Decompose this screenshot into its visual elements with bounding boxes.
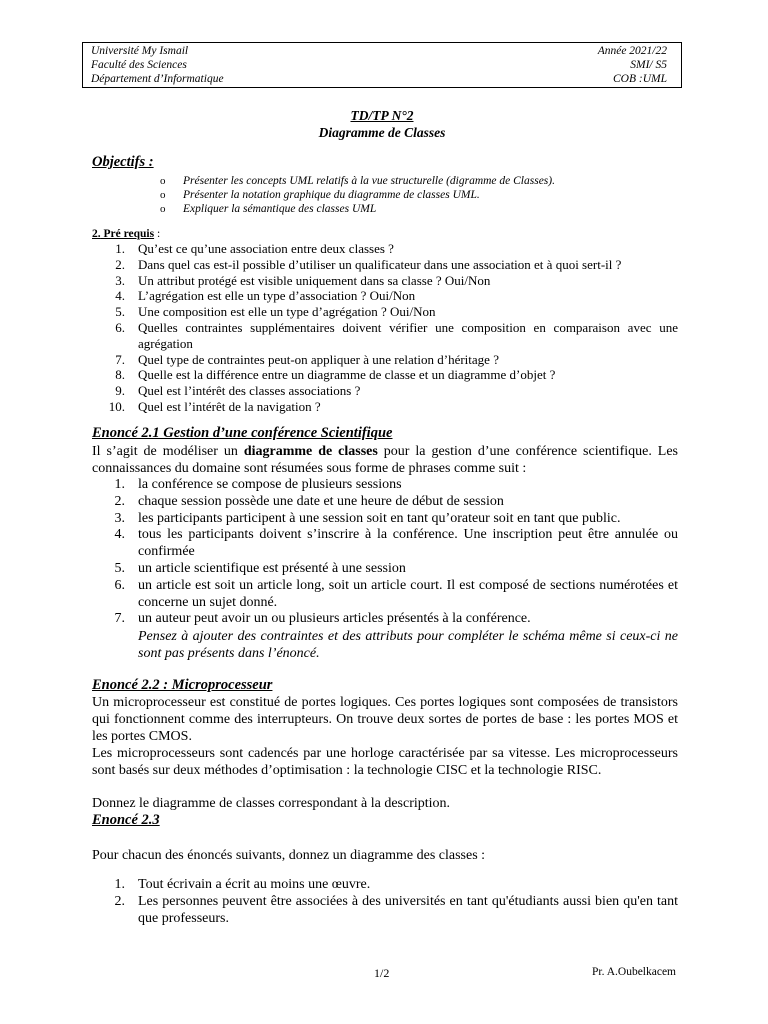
title-subject: Diagramme de Classes [318, 125, 446, 140]
enonce-2-2-paragraph-2: Les microprocesseurs sont cadencés par une horloge caractérisée par sa vitesse. Les microprocesseurs sont basés sur deux méthodes d’optimisation : la technologie CISC et la technologie RISC. [92, 746, 678, 778]
list-item: 9. Quel est l’intérêt des classes associations ? [115, 383, 361, 399]
enonce-2-2-paragraph-3: Donnez le diagramme de classes correspondant à la description. [92, 796, 451, 811]
list-item: 7. Quel type de contraintes peut-on appliquer à une relation d’héritage ? [115, 351, 499, 367]
semester: SMI/ S5 [630, 59, 667, 71]
university-name: Université My Ismail [91, 45, 189, 57]
enonce-2-2-paragraph-1: Un microprocesseur est constitué de portes logiques. Ces portes logiques sont composées de transistors qui fonctionnent comme des interrupteurs. On trouve deux sortes de portes de base : les portes MOS et les portes CMOS. [92, 695, 678, 744]
enonce-2-1-note: Pensez à ajouter des contraintes et des attributs pour compléter le schéma même si ceux-ci ne sont pas présents dans l’énoncé. [138, 629, 678, 661]
academic-year: Année 2021/22 [597, 45, 667, 57]
list-item: 10. Quel est l’intérêt de la navigation ? [108, 398, 321, 414]
enonce-2-1-heading: Enoncé 2.1 Gestion d’une conférence Scientifique [92, 425, 393, 441]
list-item: 6. Quelles contraintes supplémentaires doivent vérifier une composition en comparaison avec une agrégation [115, 319, 678, 351]
list-item: 1. Tout écrivain a écrit au moins une œuvre. [114, 877, 371, 892]
list-item: 4. L’agrégation est elle un type d’association ? Oui/Non [115, 288, 416, 304]
bullet-icon: o [160, 189, 166, 201]
title-number: TD/TP N°2 [350, 108, 414, 123]
list-item: 8. Quelle est la différence entre un diagramme de classe et un diagramme d’objet ? [115, 367, 556, 383]
list-item: 5. Une composition est elle un type d’agrégation ? Oui/Non [115, 304, 436, 320]
objectifs-heading: Objectifs : [92, 154, 154, 170]
objectif-item: o Présenter les concepts UML relatifs à la vue structurelle (digramme de Classes). [160, 175, 555, 187]
prerequis-heading: 2. Pré requis : [92, 228, 161, 240]
objectif-item: o Expliquer la sémantique des classes UML [160, 203, 377, 215]
author-name: Pr. A.Oubelkacem [592, 966, 676, 978]
page-number: 1/2 [374, 966, 390, 980]
department-name: Département d’Informatique [91, 73, 224, 85]
bullet-icon: o [160, 175, 166, 187]
list-item: 6. un article est soit un article long, soit un article court. Il est composé de sections numérotées et concerne un sujet donné. [114, 577, 678, 610]
list-item: 2. Les personnes peuvent être associées à des universités en tant qu'étudiants aussi bien qu'en tant que professeurs. [114, 893, 678, 926]
list-item: 2. chaque session possède une date et une heure de début de session [114, 493, 504, 509]
list-item: 1. la conférence se compose de plusieurs sessions [114, 477, 402, 492]
page-title [82, 107, 682, 141]
enonce-2-3-intro: Pour chacun des énoncés suivants, donnez un diagramme des classes : [92, 848, 486, 863]
enonce-2-1-list [92, 477, 678, 628]
list-item: 3. les participants participent à une session soit en tant qu’orateur soit en tant que public. [114, 510, 621, 526]
course-code: COB :UML [613, 73, 667, 85]
enonce-2-3-list [92, 877, 678, 927]
header-course-info [598, 44, 667, 86]
enonce-2-3-heading: Enoncé 2.3 [92, 812, 160, 828]
objectifs-list [160, 174, 555, 216]
header-institution [91, 44, 224, 86]
list-item: 4. tous les participants doivent s’inscrire à la conférence. Une inscription peut être annulée ou confirmée [114, 527, 678, 560]
objectif-item: o Présenter la notation graphique du diagramme de classes UML. [160, 189, 480, 201]
faculty-name: Faculté des Sciences [91, 59, 187, 71]
header-box [82, 42, 682, 88]
enonce-2-2-heading: Enoncé 2.2 : Microprocesseur [92, 677, 273, 693]
prerequis-list [92, 241, 678, 415]
list-item: 1. Qu’est ce qu’une association entre deux classes ? [115, 241, 394, 256]
bullet-icon: o [160, 203, 166, 215]
list-item: 5. un article scientifique est présenté à une session [114, 560, 406, 576]
list-item: 2. Dans quel cas est-il possible d’utiliser un qualificateur dans une association et à quoi sert-il ? [115, 256, 622, 272]
enonce-2-1-intro: Il s’agit de modéliser un diagramme de classes pour la gestion d’une conférence scientifique. Les connaissances du domaine sont résumées sous forme de phrases comme suit : [92, 444, 679, 476]
list-item: 7. un auteur peut avoir un ou plusieurs articles présentés à la conférence. [114, 611, 531, 627]
list-item: 3. Un attribut protégé est visible uniquement dans sa classe ? Oui/Non [115, 272, 491, 288]
